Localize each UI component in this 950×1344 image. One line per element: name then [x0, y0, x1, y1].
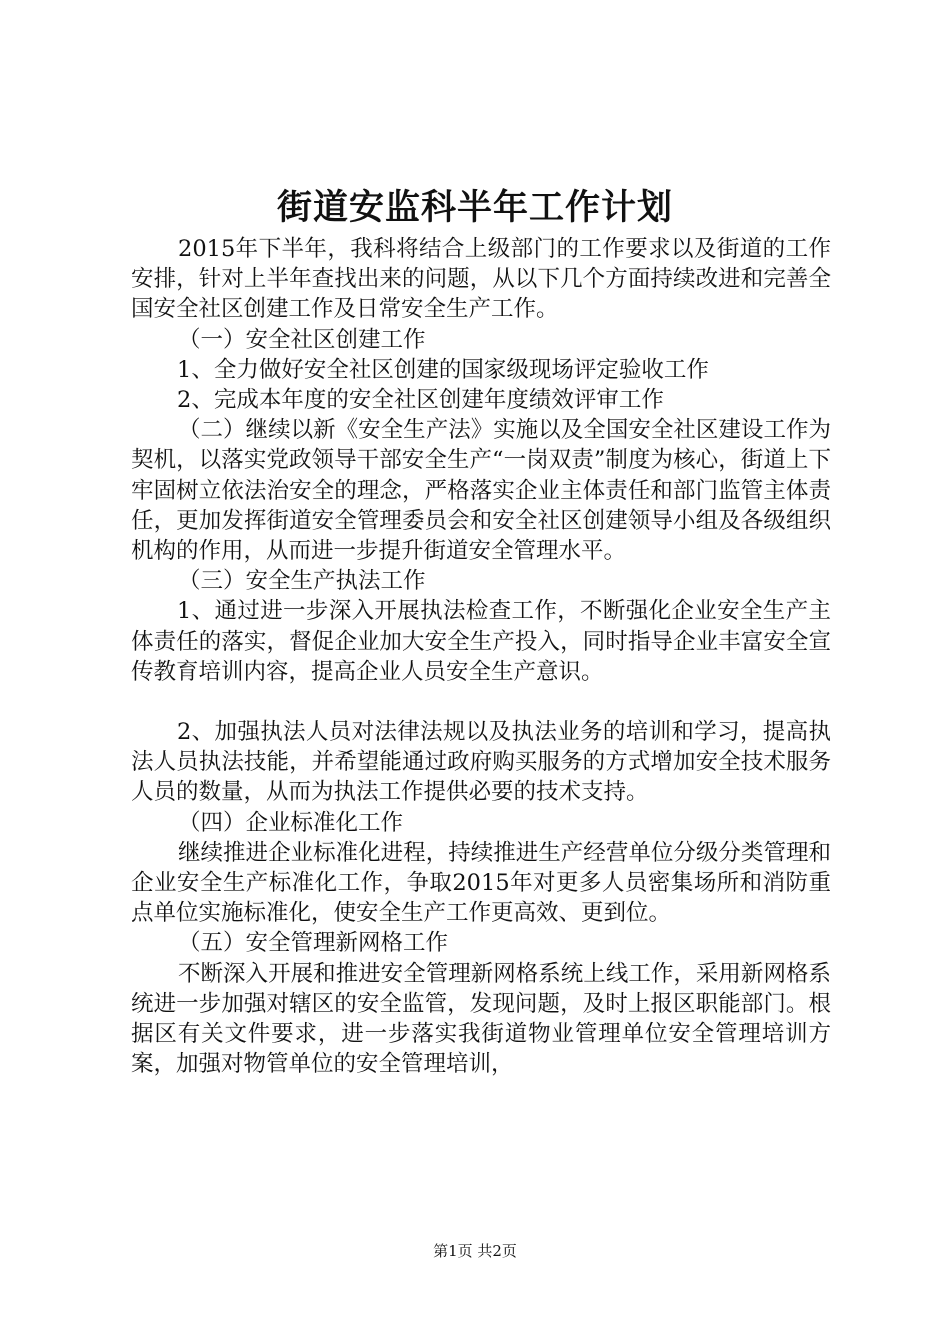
section-heading-5: （五）安全管理新网格工作 — [178, 930, 449, 957]
document-body — [131, 234, 831, 1079]
section-heading-3: （三）安全生产执法工作 — [178, 568, 426, 595]
list-item: 2、完成本年度的安全社区创建年度绩效评审工作 — [177, 387, 664, 414]
document-title: 街道安监科半年工作计划 — [276, 187, 673, 228]
list-item: 1、通过进一步深入开展执法检查工作，不断强化企业安全生产主体责任的落实，督促企业加大安全生产投入，同时指导企业丰富安全宣传教育培训内容，提高企业人员安全生产意识。 — [131, 598, 831, 685]
list-item: 2、加强执法人员对法律法规以及执法业务的培训和学习，提高执法人员执法技能，并希望能通过政府购买服务的方式增加安全技术服务人员的数量，从而为执法工作提供必要的技术支持。 — [131, 719, 831, 806]
page-footer: 第1页 共2页 — [433, 1242, 517, 1260]
body-paragraph: 不断深入开展和推进安全管理新网格系统上线工作，采用新网格系统进一步加强对辖区的安全监管，发现问题，及时上报区职能部门。根据区有关文件要求，进一步落实我街道物业管理单位安全管理培训方案，加强对物管单位的安全管理培训， — [131, 960, 831, 1078]
section-heading-1: （一）安全社区创建工作 — [178, 326, 426, 353]
intro-paragraph: 2015年下半年，我科将结合上级部门的工作要求以及街道的工作安排，针对上半年查找出来的问题，从以下几个方面持续改进和完善全国安全社区创建工作及日常安全生产工作。 — [131, 236, 831, 323]
section-heading-4: （四）企业标准化工作 — [178, 809, 404, 836]
section-paragraph-2: （二）继续以新《安全生产法》实施以及全国安全社区建设工作为契机，以落实党政领导干部安全生产“一岗双责”制度为核心，街道上下牢固树立依法治安全的理念，严格落实企业主体责任和部门监管主体责任，更加发挥街道安全管理委员会和安全社区创建领导小组及各级组织机构的作用，从而进一步提升街道安全管理水平。 — [131, 417, 831, 565]
list-item: 1、全力做好安全社区创建的国家级现场评定验收工作 — [177, 356, 709, 383]
body-paragraph: 继续推进企业标准化进程，持续推进生产经营单位分级分类管理和企业安全生产标准化工作，争取2015年对更多人员密集场所和消防重点单位实施标准化，使安全生产工作更高效、更到位。 — [131, 839, 831, 927]
